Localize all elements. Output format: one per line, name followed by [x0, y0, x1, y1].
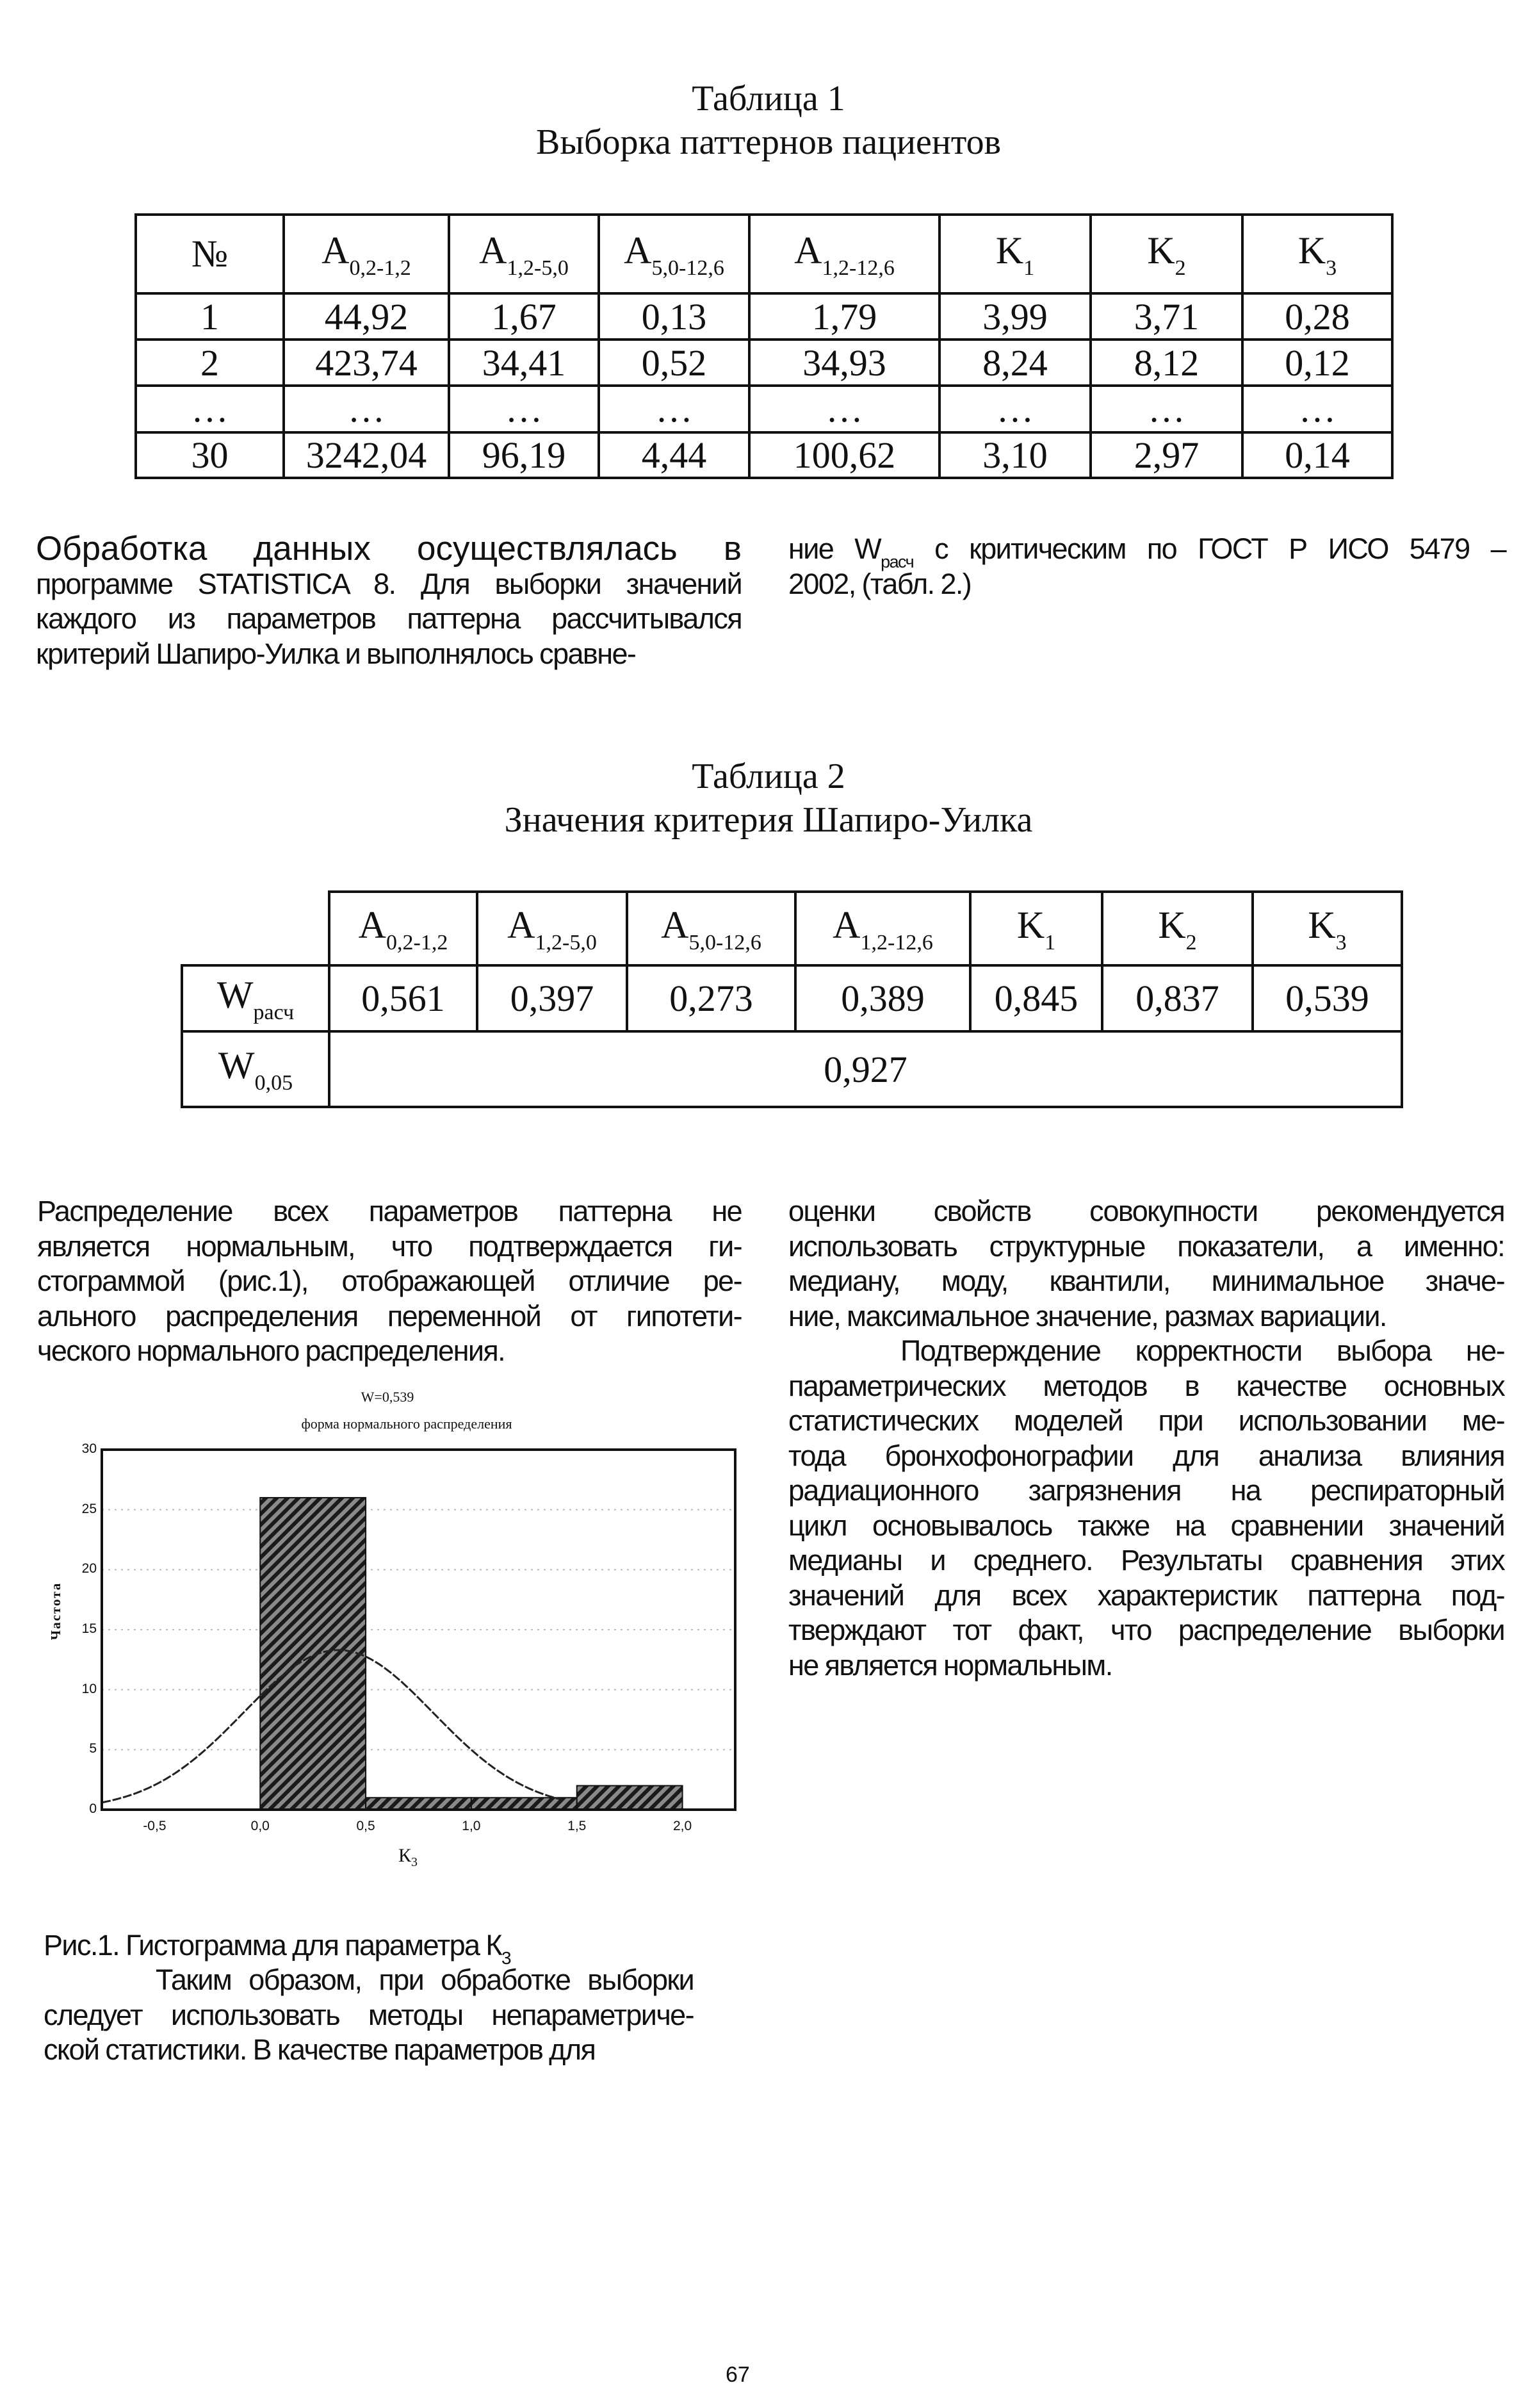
- table2-caption-title: Значения критерия Шапиро-Уилка: [504, 800, 1033, 840]
- x-tick-label: -0,5: [143, 1819, 167, 1833]
- caption-text: Рис.1. Гистограмма для параметра К: [44, 1929, 501, 1962]
- header-symbol: K: [995, 229, 1024, 272]
- text-line: следует использовать методы непараметриче-: [44, 1998, 694, 2031]
- header-subscript: 1,2-5,0: [507, 256, 569, 280]
- header-subscript: 0,2-1,2: [349, 256, 411, 280]
- table1-cell: 30: [136, 432, 284, 478]
- table1-cell: 100,62: [749, 432, 939, 478]
- header-symbol: K: [1147, 229, 1175, 272]
- header-subscript: 1,2-5,0: [535, 930, 597, 954]
- header-subscript: 1: [1045, 930, 1056, 954]
- table1-cell: …: [1091, 386, 1242, 432]
- header-symbol: A: [507, 903, 535, 946]
- text-line: медиану, моду, квантили, минимальное значе-: [788, 1265, 1504, 1297]
- header-symbol: A: [661, 903, 689, 946]
- text-line: Таким образом, при обработке выборки: [156, 1963, 694, 1996]
- header-subscript: 5,0-12,6: [688, 930, 761, 954]
- table2-cell: 0,389: [795, 965, 970, 1031]
- x-tick-label: 1,5: [567, 1819, 587, 1833]
- y-tick-label: 0: [89, 1801, 97, 1816]
- header-subscript: 0,2-1,2: [386, 930, 448, 954]
- header-subscript: 0,05: [254, 1071, 293, 1095]
- table2-header-cell: [1253, 892, 1402, 965]
- caption-subscript: 3: [501, 1948, 510, 1968]
- text-line: каждого из параметров паттерна рассчитывался: [36, 602, 742, 635]
- table2-cell-critical-value: 0,927: [329, 1031, 1402, 1107]
- paragraph-data-processing-cont: [788, 532, 1506, 602]
- table1-cell: …: [136, 386, 284, 432]
- y-tick-label: 15: [81, 1621, 97, 1636]
- table1-cell: …: [599, 386, 749, 432]
- y-tick-label: 5: [89, 1741, 97, 1757]
- table1-cell: 44,92: [284, 293, 449, 340]
- chart-subtitle: форма нормального распределения: [301, 1416, 512, 1432]
- x-tick-label: 0,0: [250, 1819, 270, 1833]
- table2-cell: 0,837: [1102, 965, 1253, 1031]
- table1-cell: 1,79: [749, 293, 939, 340]
- header-symbol: K: [1158, 903, 1186, 946]
- header-subscript: расч: [253, 1000, 295, 1024]
- table1-cell: …: [449, 386, 599, 432]
- paragraph-structural-indicators: [788, 1194, 1504, 1683]
- histogram-bar: [366, 1798, 471, 1810]
- table1-header-cell: [749, 215, 939, 293]
- table1-cell: 0,14: [1242, 432, 1392, 478]
- text-line: ской статистики. В качестве параметров для: [44, 2033, 596, 2066]
- table1-cell: 8,24: [939, 340, 1091, 386]
- table1-caption-number: Таблица 1: [692, 79, 845, 119]
- y-tick-label: 25: [81, 1501, 97, 1516]
- text-line: тверждают тот факт, что распределение выборки: [788, 1614, 1504, 1646]
- text-line: статистических моделей при использовании ме-: [788, 1404, 1504, 1437]
- header-subscript: 1: [1023, 256, 1035, 280]
- table1-header-cell: [939, 215, 1091, 293]
- table1-cell: 2,97: [1091, 432, 1242, 478]
- subscript: расч: [881, 552, 914, 571]
- header-symbol: A: [794, 229, 822, 272]
- header-subscript: 2: [1175, 256, 1186, 280]
- text-fragment: с критическим по ГОСТ Р ИСО 5479 –: [913, 532, 1506, 565]
- y-axis-label: Частота: [48, 1582, 63, 1641]
- table1-cell: 34,93: [749, 340, 939, 386]
- text-line: Распределение всех параметров паттерна не: [37, 1195, 742, 1227]
- table1-cell: 0,12: [1242, 340, 1392, 386]
- table1-cell: 4,44: [599, 432, 749, 478]
- histogram-chart: [0, 0, 768, 1922]
- text-line: ние, максимальное значение, размах вариации.: [788, 1299, 1387, 1332]
- header-symbol: W: [218, 1044, 255, 1086]
- header-symbol: K: [1308, 903, 1336, 946]
- page-number: 67: [726, 2363, 750, 2387]
- table1-cell: …: [939, 386, 1091, 432]
- table1-header-cell: [1242, 215, 1392, 293]
- text-line: Обработка данных осуществлялась в: [36, 530, 742, 568]
- header-subscript: 3: [1326, 256, 1337, 280]
- caption-line: [44, 1928, 748, 1968]
- table1-cell: 3,10: [939, 432, 1091, 478]
- y-tick-label: 20: [81, 1561, 97, 1577]
- chart-title: W=0,539: [361, 1389, 414, 1405]
- table2-header-cell: [970, 892, 1102, 965]
- table1-cell: 0,52: [599, 340, 749, 386]
- figure-caption: [44, 1928, 748, 1968]
- y-tick-label: 30: [81, 1441, 97, 1456]
- text-fragment: ние W: [788, 532, 881, 565]
- header-symbol: №: [191, 233, 229, 275]
- table1-cell: 34,41: [449, 340, 599, 386]
- table2-header-cell: [795, 892, 970, 965]
- x-tick-label: 1,0: [462, 1819, 481, 1833]
- table1-cell: 8,12: [1091, 340, 1242, 386]
- text-line: оценки свойств совокупности рекомендуется: [788, 1195, 1504, 1227]
- table1-cell: 3,71: [1091, 293, 1242, 340]
- header-symbol: K: [1297, 229, 1326, 272]
- table1-cell: …: [749, 386, 939, 432]
- y-tick-label: 10: [81, 1681, 97, 1696]
- table1-header-cell: [1091, 215, 1242, 293]
- histogram-bar: [471, 1798, 577, 1810]
- header-symbol: A: [321, 229, 350, 272]
- text-line: радиационного загрязнения на респираторный: [788, 1474, 1504, 1507]
- table2-caption-number: Таблица 2: [692, 757, 845, 796]
- x-tick-label: 2,0: [672, 1819, 692, 1833]
- table2-cell: 0,845: [970, 965, 1102, 1031]
- table1-cell: 96,19: [449, 432, 599, 478]
- table1-cell: 2: [136, 340, 284, 386]
- table1-cell: …: [1242, 386, 1392, 432]
- header-symbol: W: [216, 973, 254, 1016]
- header-symbol: A: [624, 229, 652, 272]
- header-symbol: A: [358, 903, 386, 946]
- text-line: стограммой (рис.1), отображающей отличие ре-: [37, 1265, 742, 1297]
- text-line: тода бронхофонографии для анализа влияния: [788, 1439, 1504, 1472]
- table1-cell: 3,99: [939, 293, 1091, 340]
- table2-header-cell: [1102, 892, 1253, 965]
- header-subscript: 5,0-12,6: [651, 256, 724, 280]
- text-line: параметрических методов в качестве основных: [788, 1369, 1504, 1402]
- table2-cell: 0,273: [627, 965, 795, 1031]
- header-symbol: A: [833, 903, 861, 946]
- table2-cell: 0,561: [329, 965, 477, 1031]
- header-subscript: 1,2-12,6: [860, 930, 933, 954]
- text-line: 2002, (табл. 2.): [788, 567, 972, 600]
- header-symbol: A: [479, 229, 507, 272]
- table1-cell: 3242,04: [284, 432, 449, 478]
- header-subscript: 2: [1185, 930, 1197, 954]
- text-line: является нормальным, что подтверждается ги-: [37, 1229, 742, 1263]
- header-subscript: 3: [1335, 930, 1347, 954]
- text-line: ческого нормального распределения.: [37, 1334, 505, 1367]
- text-line: [788, 532, 1506, 571]
- paragraph-conclusion: [44, 1963, 694, 2068]
- table1-cell: 423,74: [284, 340, 449, 386]
- table2-cell: 0,539: [1253, 965, 1402, 1031]
- table1-cell: …: [284, 386, 449, 432]
- table1-cell: 0,13: [599, 293, 749, 340]
- x-axis-label: $К_3$: [398, 1845, 418, 1869]
- histogram-bar: [260, 1498, 366, 1810]
- text-line: использовать структурные показатели, а именно:: [788, 1229, 1504, 1263]
- text-line: критерий Шапиро-Уилка и выполнялось сравне-: [36, 637, 636, 670]
- histogram-bar: [577, 1786, 683, 1810]
- table1-cell: 1: [136, 293, 284, 340]
- text-line: не является нормальным.: [788, 1648, 1112, 1682]
- header-symbol: K: [1016, 903, 1045, 946]
- table1-caption-title: Выборка паттернов пациентов: [535, 122, 1002, 162]
- text-line: программе STATISTICA 8. Для выборки значений: [36, 567, 742, 600]
- header-subscript: 1,2-12,6: [822, 256, 895, 280]
- table1-cell: 0,28: [1242, 293, 1392, 340]
- x-tick-label: 0,5: [356, 1819, 375, 1833]
- table2-cell: 0,397: [477, 965, 627, 1031]
- text-line: медианы и среднего. Результаты сравнения этих: [788, 1544, 1504, 1577]
- text-line: значений для всех характеристик паттерна под-: [788, 1578, 1504, 1612]
- table1-cell: 1,67: [449, 293, 599, 340]
- text-line: цикл основывалось также на сравнении значений: [788, 1509, 1504, 1542]
- text-line: ального распределения переменной от гипотети-: [37, 1299, 742, 1332]
- text-line: Подтверждение корректности выбора не-: [900, 1334, 1504, 1367]
